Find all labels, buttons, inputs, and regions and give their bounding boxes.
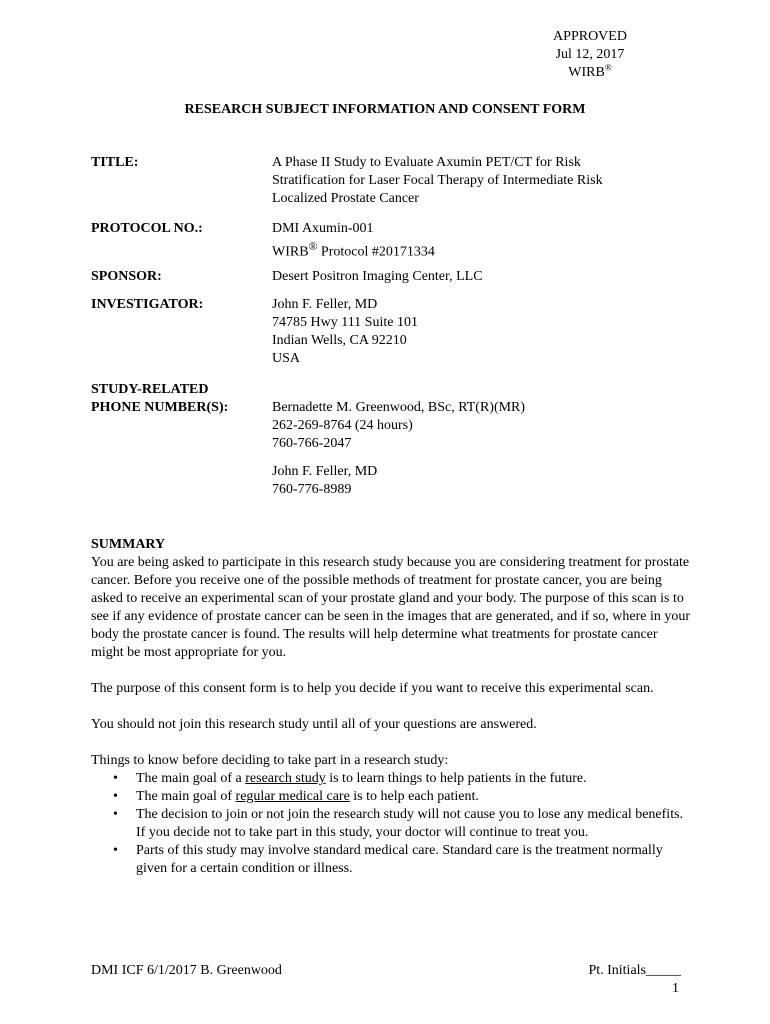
- study-title-line: A Phase II Study to Evaluate Axumin PET/CT for Risk: [272, 155, 581, 170]
- phone-contacts: [272, 399, 692, 499]
- title-label: TITLE:: [91, 155, 139, 170]
- footer-initials: Pt. Initials_____: [588, 963, 681, 978]
- contact-line: 760-766-2047: [272, 436, 352, 451]
- contact-line: John F. Feller, MD: [272, 464, 378, 479]
- list-item: • Parts of this study may involve standard medical care. Standard care is the treatment normally given for a certain condition or illness.: [136, 842, 691, 878]
- contact-line: Bernadette M. Greenwood, BSc, RT(R)(MR): [272, 400, 526, 415]
- investigator-line: 74785 Hwy 111 Suite 101: [272, 315, 418, 330]
- phone-label-line: PHONE NUMBER(S):: [91, 400, 229, 415]
- things-list: [91, 770, 691, 878]
- list-item: • The main goal of regular medical care is to help each patient.: [136, 788, 691, 806]
- summary-heading: SUMMARY: [91, 537, 166, 552]
- summary-section: [91, 536, 691, 878]
- phone-label-line: STUDY-RELATED: [91, 382, 209, 397]
- things-intro: Things to know before deciding to take part in a research study:: [91, 753, 449, 768]
- approval-status: APPROVED: [553, 29, 627, 44]
- protocol-label: PROTOCOL NO.:: [91, 221, 203, 236]
- contact-line: 262-269-8764 (24 hours): [272, 418, 413, 433]
- investigator-label: INVESTIGATOR:: [91, 297, 204, 312]
- investigator-value: [272, 296, 692, 368]
- footer-document-id: DMI ICF 6/1/2017 B. Greenwood: [91, 963, 282, 978]
- page-number: 1: [672, 981, 679, 996]
- investigator-line: Indian Wells, CA 92210: [272, 333, 407, 348]
- wirb-protocol: WIRB® Protocol #20171334: [272, 240, 435, 260]
- form-title: RESEARCH SUBJECT INFORMATION AND CONSENT FORM: [184, 102, 586, 117]
- sponsor-label: SPONSOR:: [91, 269, 162, 284]
- study-title-line: Stratification for Laser Focal Therapy of Intermediate Risk: [272, 173, 603, 188]
- approval-stamp: [530, 28, 650, 82]
- study-title-line: Localized Prostate Cancer: [272, 191, 419, 206]
- protocol-value: [272, 220, 692, 262]
- contact-line: 760-776-8989: [272, 482, 352, 497]
- list-item: • The decision to join or not join the research study will not cause you to lose any medical benefits. If you decide not to take part in this study, your doctor will continue to treat you.: [136, 806, 691, 842]
- list-item: • The main goal of a research study is to learn things to help patients in the future.: [136, 770, 691, 788]
- sponsor-value: Desert Positron Imaging Center, LLC: [272, 269, 483, 284]
- investigator-line: John F. Feller, MD: [272, 297, 378, 312]
- summary-paragraph: You are being asked to participate in this research study because you are considering treatment for prostate cancer. Before you receive one of the possible methods of treatment for prostate cancer, you are being asked to receive an experimental scan of your prostate gland and your body. The purpose of this scan is to see if any evidence of prostate cancer can be seen in the images that are generated, and if so, where in your body the prostate cancer is found. The results will help determine what treatments for prostate cancer might be most appropriate for you.: [91, 555, 691, 660]
- study-title: [272, 154, 692, 208]
- phone-label: [91, 381, 228, 417]
- summary-paragraph: The purpose of this consent form is to help you decide if you want to receive this experimental scan.: [91, 681, 654, 696]
- investigator-line: USA: [272, 351, 301, 366]
- summary-paragraph: You should not join this research study until all of your questions are answered.: [91, 717, 537, 732]
- approval-date: Jul 12, 2017: [555, 47, 625, 62]
- approval-board: WIRB®: [568, 62, 612, 80]
- protocol-number: DMI Axumin-001: [272, 221, 374, 236]
